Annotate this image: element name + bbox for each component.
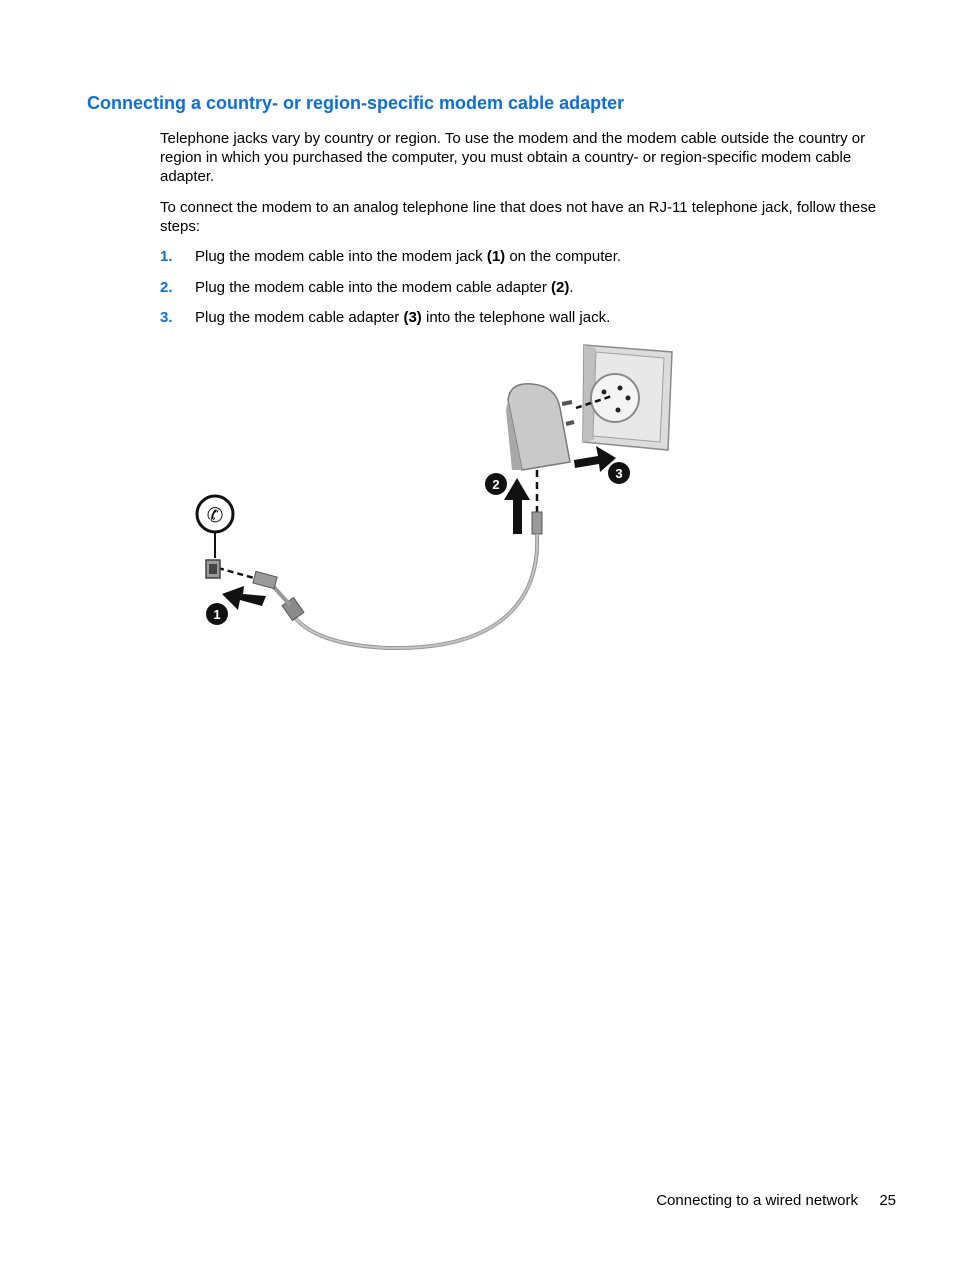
intro-paragraph: Telephone jacks vary by country or region. To use the modem and the modem cable outside the country or region in which you purchased the computer, you must obtain a country- or region-specific modem cable adapter.	[160, 130, 866, 185]
computer-modem-jack	[197, 496, 233, 578]
step-number: 3.	[160, 309, 173, 326]
callout-2: 2	[492, 477, 500, 492]
step-text: Plug the modem cable into the modem cable adapter (2).	[195, 279, 574, 296]
step-text: Plug the modem cable adapter (3) into the telephone wall jack.	[195, 309, 611, 326]
callout-3: 3	[615, 466, 623, 481]
arrow-2	[485, 473, 530, 534]
footer-section-title: Connecting to a wired network	[656, 1192, 858, 1209]
arrow-1	[206, 586, 266, 625]
instructions-paragraph: To connect the modem to an analog telephone line that does not have an RJ-11 telephone jack, follow these steps:	[160, 199, 877, 235]
section-heading: Connecting a country- or region-specific modem cable adapter	[87, 93, 625, 113]
callout-1: 1	[213, 607, 221, 622]
modem-adapter-illustration	[180, 335, 700, 665]
page-number: 25	[879, 1192, 896, 1209]
phone-icon: ✆	[206, 503, 224, 527]
wall-jack	[583, 345, 672, 450]
step-text: Plug the modem cable into the modem jack (1) on the computer.	[195, 248, 622, 265]
step-number: 2.	[160, 279, 173, 296]
step-number: 1.	[160, 248, 173, 265]
arrow-3	[574, 446, 630, 484]
